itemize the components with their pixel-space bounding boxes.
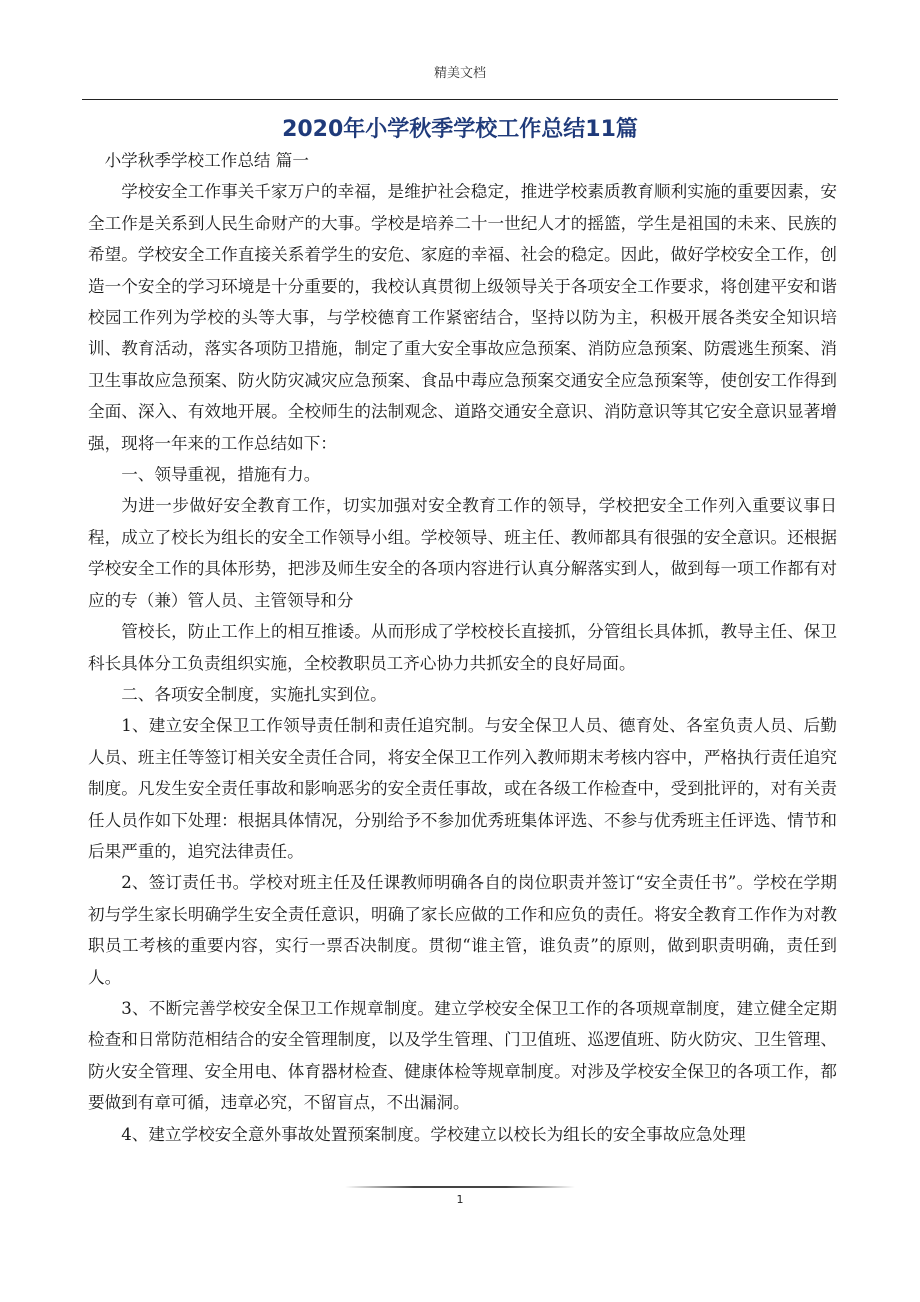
document-body [88, 145, 837, 1150]
paragraph: 为进一步做好安全教育工作，切实加强对安全教育工作的领导，学校把安全工作列入重要议事日程，成立了校长为组长的安全工作领导小组。学校领导、班主任、教师都具有很强的安全意识。还根据学校安全工作的具体形势，把涉及师生安全的各项内容进行认真分解落实到人，做到每一项工作都有对应的专（兼）管人员、主管领导和分 [88, 496, 837, 610]
document-title: 2020年小学秋季学校工作总结11篇 [282, 117, 638, 142]
paragraph: 学校安全工作事关千家万户的幸福，是维护社会稳定，推进学校素质教育顺利实施的重要因素，安全工作是关系到人民生命财产的大事。学校是培养二十一世纪人才的摇篮，学生是祖国的未来、民族的希望。学校安全工作直接关系着学生的安危、家庭的幸福、社会的稳定。因此，做好学校安全工作，创造一个安全的学习环境是十分重要的，我校认真贯彻上级领导关于各项安全工作要求，将创建平安和谐校园工作列为学校的头等大事，与学校德育工作紧密结合，坚持以防为主，积极开展各类安全知识培训、教育活动，落实各项防卫措施，制定了重大安全事故应急预案、消防应急预案、防震逃生预案、消卫生事故应急预案、防火防灾减灾应急预案、食品中毒应急预案交通安全应急预案等，使创安工作得到全面、深入、有效地开展。全校师生的法制观念、道路交通安全意识、消防意识等其它安全意识显著增强，现将一年来的工作总结如下： [88, 182, 837, 453]
section-heading: 二、各项安全制度，实施扎实到位。 [121, 684, 387, 704]
page-number: 1 [456, 1193, 464, 1206]
paragraph: 2、签订责任书。学校对班主任及任课教师明确各自的岗位职责并签订“安全责任书”。学校在学期初与学生家长明确学生安全责任意识，明确了家长应做的工作和应负的责任。将安全教育工作作为对教职员工考核的重要内容，实行一票否决制度。贯彻“谁主管，谁负责”的原则，做到职责明确，责任到人。 [88, 873, 837, 987]
footer-divider [345, 1186, 575, 1188]
paragraph: 3、不断完善学校安全保卫工作规章制度。建立学校安全保卫工作的各项规章制度，建立健全定期检查和日常防范相结合的安全管理制度，以及学生管理、门卫值班、巡逻值班、防火防灾、卫生管理、防火安全管理、安全用电、体育器材检查、健康体检等规章制度。对涉及学校安全保卫的各项工作，都要做到有章可循，违章必究，不留盲点，不出漏洞。 [88, 998, 837, 1113]
paragraph: 管校长，防止工作上的相互推诿。从而形成了学校校长直接抓，分管组长具体抓，教导主任、保卫科长具体分工负责组织实施，全校教职员工齐心协力共抓安全的良好局面。 [88, 622, 837, 673]
page-header: 精美文档 [433, 66, 486, 81]
section-subtitle: 小学秋季学校工作总结 篇一 [104, 151, 309, 170]
section-heading: 一、领导重视，措施有力。 [121, 465, 321, 485]
paragraph: 1、建立安全保卫工作领导责任制和责任追究制。与安全保卫人员、德育处、各室负责人员、后勤人员、班主任等签订相关安全责任合同，将安全保卫工作列入教师期末考核内容中，严格执行责任追究制度。凡发生安全责任事故和影响恶劣的安全责任事故，或在各级工作检查中，受到批评的，对有关责任人员作如下处理：根据具体情况，分别给予不参加优秀班集体评选、不参与优秀班主任评选、情节和后果严重的，追究法律责任。 [88, 716, 837, 861]
header-divider [82, 99, 838, 100]
paragraph: 4、建立学校安全意外事故处置预案制度。学校建立以校长为组长的安全事故应急处理 [121, 1124, 746, 1144]
